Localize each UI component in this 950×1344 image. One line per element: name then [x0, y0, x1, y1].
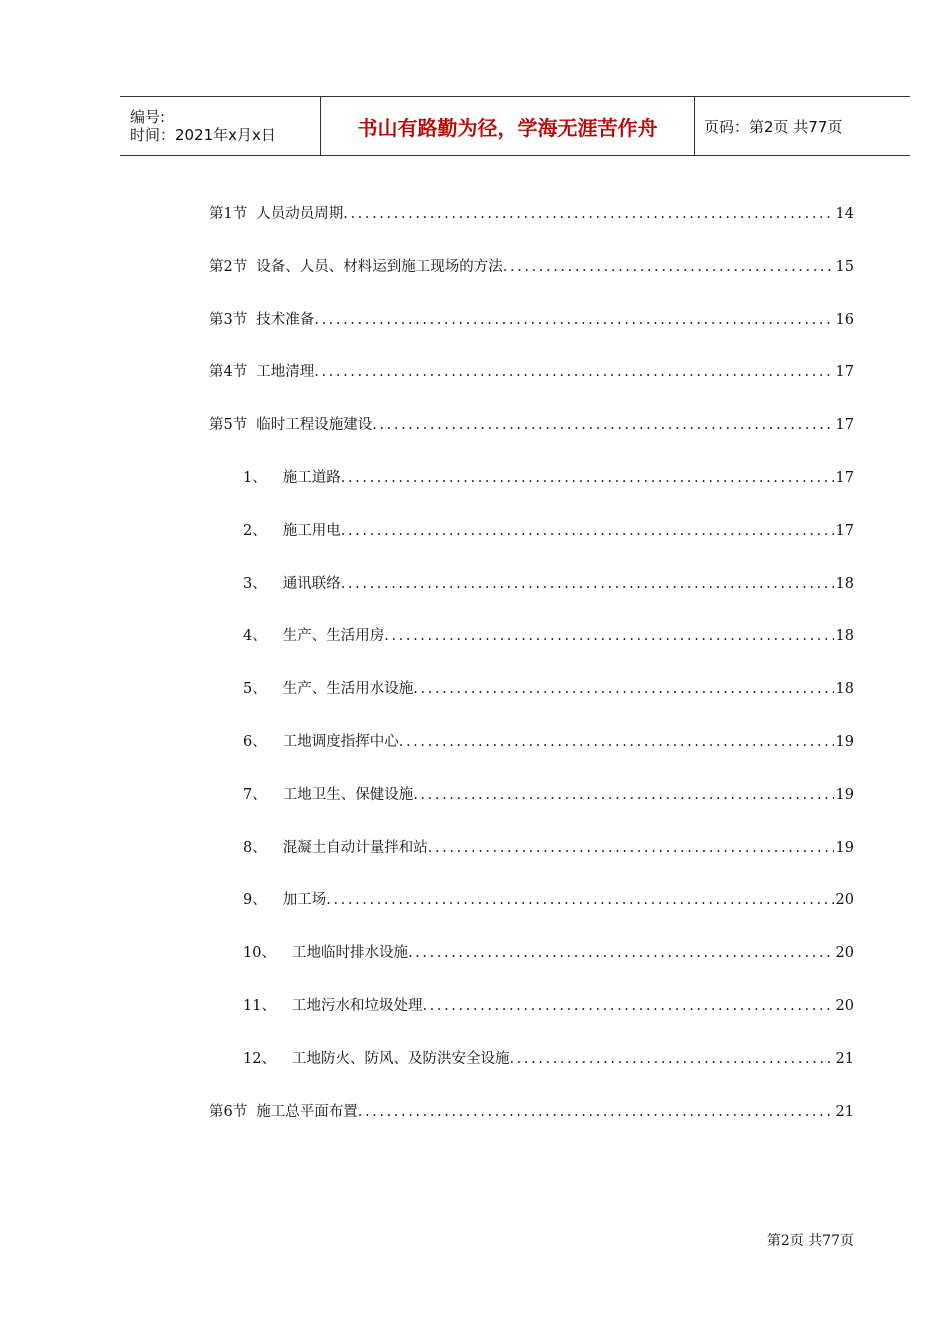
toc-entry-title: 设备、人员、材料运到施工现场的方法 — [256, 259, 503, 275]
toc-entry-title: 施工总平面布置 — [256, 1104, 358, 1120]
toc-dot-leader — [503, 257, 834, 277]
toc-entry-page: 19 — [835, 787, 854, 803]
toc-entry-number: 第5节 — [209, 417, 248, 433]
toc-entry-number: 7、 — [243, 787, 267, 803]
toc-entry-page: 20 — [835, 892, 854, 908]
toc-entry-number: 第2节 — [209, 259, 248, 275]
toc-dot-leader — [326, 890, 833, 910]
toc-entry-number: 9、 — [243, 892, 267, 908]
toc-dot-leader — [428, 838, 834, 858]
toc-entry[interactable] — [243, 626, 854, 646]
toc-entry[interactable] — [243, 521, 854, 541]
toc-entry[interactable] — [243, 679, 854, 699]
toc-entry-title: 人员动员周期 — [256, 206, 344, 222]
toc-entry-title: 混凝土自动计量拌和站 — [282, 840, 428, 856]
toc-entry[interactable] — [243, 785, 854, 805]
toc-entry[interactable] — [209, 1102, 854, 1122]
toc-entry-page: 21 — [835, 1104, 854, 1120]
toc-entry-title: 通讯联络 — [282, 576, 341, 592]
toc-entry[interactable] — [243, 996, 854, 1016]
toc-entry-page: 17 — [835, 364, 854, 380]
toc-entry[interactable] — [243, 468, 854, 488]
toc-entry-number: 3、 — [243, 576, 267, 592]
toc-entry-title: 工地调度指挥中心 — [282, 734, 399, 750]
toc-entry-title: 工地临时排水设施 — [291, 945, 408, 961]
toc-entry[interactable] — [243, 1049, 854, 1069]
toc-entry-number: 第4节 — [209, 364, 248, 380]
toc-entry-page: 16 — [835, 312, 854, 328]
toc-entry[interactable] — [243, 890, 854, 910]
toc-dot-leader — [343, 204, 833, 224]
toc-entry[interactable] — [209, 415, 854, 435]
toc-entry-title: 工地防火、防风、及防洪安全设施 — [291, 1051, 510, 1067]
toc-entry-number: 第6节 — [209, 1104, 248, 1120]
toc-entry[interactable] — [209, 362, 854, 382]
toc-entry-number: 4、 — [243, 628, 267, 644]
toc-entry-page: 18 — [835, 628, 854, 644]
toc-entry-page: 21 — [835, 1051, 854, 1067]
toc-entry-number: 10、 — [243, 945, 276, 961]
toc-entry-number: 6、 — [243, 734, 267, 750]
toc-entry-number: 第3节 — [209, 312, 248, 328]
toc-entry-page: 14 — [835, 206, 854, 222]
toc-dot-leader — [341, 468, 834, 488]
toc-entry-title: 工地污水和垃圾处理 — [291, 998, 423, 1014]
document-header — [120, 96, 910, 156]
toc-entry-title: 工地清理 — [256, 364, 315, 380]
toc-dot-leader — [413, 679, 833, 699]
toc-entry-number: 8、 — [243, 840, 267, 856]
toc-dot-leader — [422, 996, 833, 1016]
header-page-info: 页码：第2页 共77页 — [704, 117, 843, 136]
toc-entry[interactable] — [243, 574, 854, 594]
toc-entry[interactable] — [209, 310, 854, 330]
toc-dot-leader — [358, 1102, 834, 1122]
toc-entry-title: 临时工程设施建设 — [256, 417, 373, 433]
toc-entry-page: 17 — [835, 523, 854, 539]
toc-dot-leader — [399, 732, 834, 752]
toc-entry-page: 19 — [835, 840, 854, 856]
toc-entry[interactable] — [243, 838, 854, 858]
toc-entry[interactable] — [243, 732, 854, 752]
toc-dot-leader — [341, 521, 834, 541]
toc-entry-title: 技术准备 — [256, 312, 315, 328]
toc-entry-number: 1、 — [243, 470, 267, 486]
toc-dot-leader — [509, 1049, 833, 1069]
toc-entry[interactable] — [209, 204, 854, 224]
header-meta — [120, 97, 321, 155]
toc-entry-page: 20 — [835, 998, 854, 1014]
toc-entry-page: 18 — [835, 681, 854, 697]
toc-entry-page: 18 — [835, 576, 854, 592]
toc-entry-title: 施工道路 — [282, 470, 341, 486]
toc-dot-leader — [341, 574, 834, 594]
toc-entry[interactable] — [209, 257, 854, 277]
toc-entry-number: 12、 — [243, 1051, 276, 1067]
toc-entry[interactable] — [243, 943, 854, 963]
toc-entry-title: 生产、生活用房 — [282, 628, 385, 644]
toc-dot-leader — [314, 310, 833, 330]
toc-entry-number: 11、 — [243, 998, 276, 1014]
toc-dot-leader — [413, 785, 833, 805]
header-motto: 书山有路勤为径，学海无涯苦作舟 — [321, 97, 695, 155]
toc-entry-number: 2、 — [243, 523, 267, 539]
time-label: 时间：2021年x月x日 — [130, 126, 276, 144]
toc-entry-title: 生产、生活用水设施 — [282, 681, 414, 697]
toc-dot-leader — [372, 415, 833, 435]
serial-label: 编号: — [130, 108, 166, 126]
toc-entry-page: 19 — [835, 734, 854, 750]
toc-entry-title: 加工场 — [282, 892, 327, 908]
toc-entry-title: 施工用电 — [282, 523, 341, 539]
toc-dot-leader — [408, 943, 834, 963]
toc-entry-page: 20 — [835, 945, 854, 961]
toc-dot-leader — [384, 626, 833, 646]
toc-entry-page: 17 — [835, 417, 854, 433]
toc-dot-leader — [314, 362, 833, 382]
page-footer: 第2页 共77页 — [766, 1233, 854, 1249]
toc-entry-page: 15 — [835, 259, 854, 275]
toc-entry-title: 工地卫生、保健设施 — [282, 787, 414, 803]
toc-entry-number: 5、 — [243, 681, 267, 697]
toc-entry-page: 17 — [835, 470, 854, 486]
toc-entry-number: 第1节 — [209, 206, 248, 222]
